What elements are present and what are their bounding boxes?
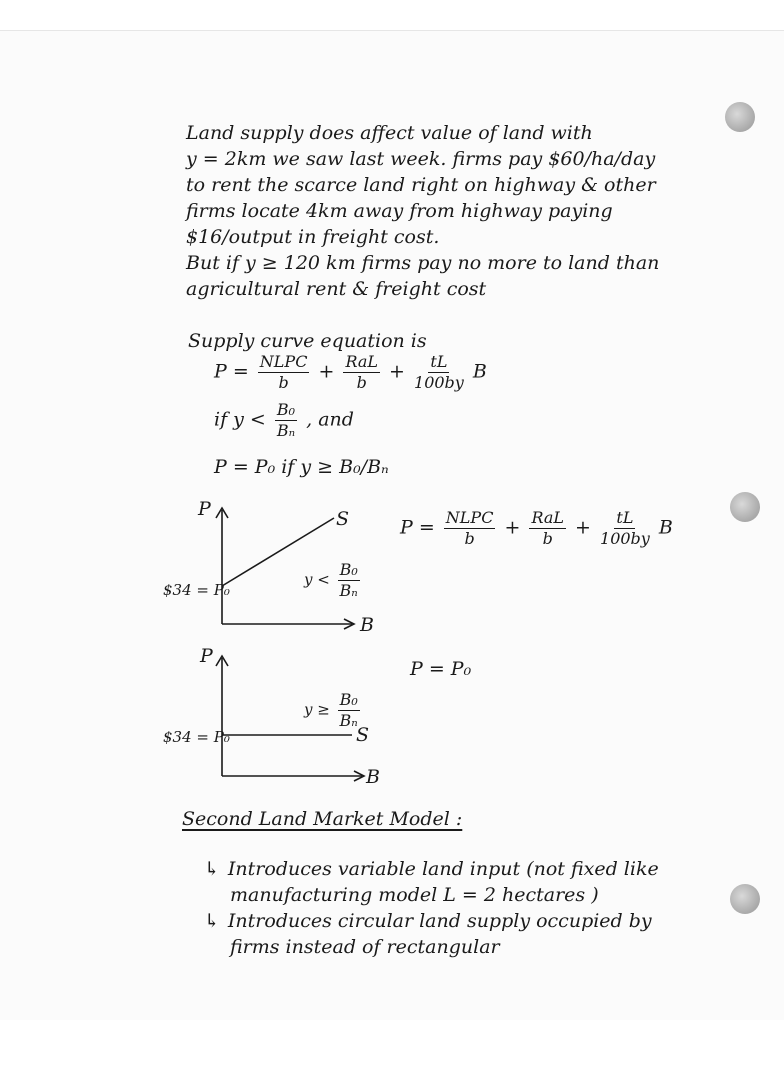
intro-line: But if y ≥ 120 km firms pay no more to land than (186, 252, 660, 274)
graph2-intercept-label: $34 = P₀ (163, 728, 230, 746)
graph2-equation-label: P = P₀ (410, 658, 472, 680)
fraction: $\frac{tL}{100by}$ (414, 352, 464, 392)
fraction: $\frac{\text{RaL}}{b}$ (345, 352, 379, 392)
graph1-region-label: y < $\frac{\text{B₀}}{\text{Bₙ}}$ (304, 560, 358, 600)
supply-equation-right: P = $\frac{\text{NLPC}}{b}$ + $\frac{\text{RaL}}{b}$ + $\frac{tL}{100by}$ B (400, 508, 673, 548)
intro-line: y = 2km we saw last week. firms pay $60/ha/day (186, 148, 656, 170)
graph2-y-label: P (200, 645, 213, 667)
fraction: $\frac{\text{RaL}}{b}$ (531, 508, 565, 548)
arrow-bullet-icon: ↳ (204, 858, 220, 880)
supply-heading: Supply curve equation is (188, 330, 427, 352)
fraction: $\frac{\text{B₀}}{\text{Bₙ}}$ (339, 560, 358, 600)
bullet-item: ↳ Introduces variable land input (not fixed like manufacturing model L = 2 hectares ) (204, 858, 659, 906)
intro-line: $16/output in freight cost. (186, 226, 440, 248)
fraction: $\frac{tL}{100by}$ (600, 508, 650, 548)
section-title: Second Land Market Model : (182, 808, 463, 830)
intro-line: firms locate 4km away from highway paying (186, 200, 613, 222)
fraction: $\frac{\text{B₀}}{\text{Bₙ}}$ (276, 400, 296, 440)
graph2-x-label: B (366, 766, 380, 788)
fraction: $\frac{\text{B₀}}{\text{Bₙ}}$ (339, 690, 358, 730)
graph1-intercept-label: $34 = P₀ (163, 581, 230, 599)
graph2-curve-label: S (356, 724, 370, 746)
graph1-curve-label: S (336, 508, 350, 530)
constant-price-equation: P = P₀ if y ≥ B₀/Bₙ (214, 456, 389, 478)
condition-less-than: if y < $\frac{\text{B₀}}{\text{Bₙ}}$ , and (214, 400, 354, 440)
intro-line: Land supply does affect value of land with (186, 122, 593, 144)
arrow-bullet-icon: ↳ (204, 910, 220, 932)
fraction: $\frac{\text{NLPC}}{b}$ (259, 352, 308, 392)
graph2-region-label: y ≥ $\frac{\text{B₀}}{\text{Bₙ}}$ (304, 690, 358, 730)
intro-line: to rent the scarce land right on highway & other (186, 174, 656, 196)
intro-line: agricultural rent & freight cost (186, 278, 487, 300)
bullet-item: ↳ Introduces circular land supply occupied by firms instead of rectangular (204, 910, 652, 958)
graph1-x-label: B (360, 614, 374, 636)
graph1-y-label: P (198, 498, 211, 520)
fraction: $\frac{\text{NLPC}}{b}$ (445, 508, 494, 548)
supply-equation: P = $\frac{\text{NLPC}}{b}$ + $\frac{\text{RaL}}{b}$ + $\frac{tL}{100by}$ B (214, 352, 487, 392)
